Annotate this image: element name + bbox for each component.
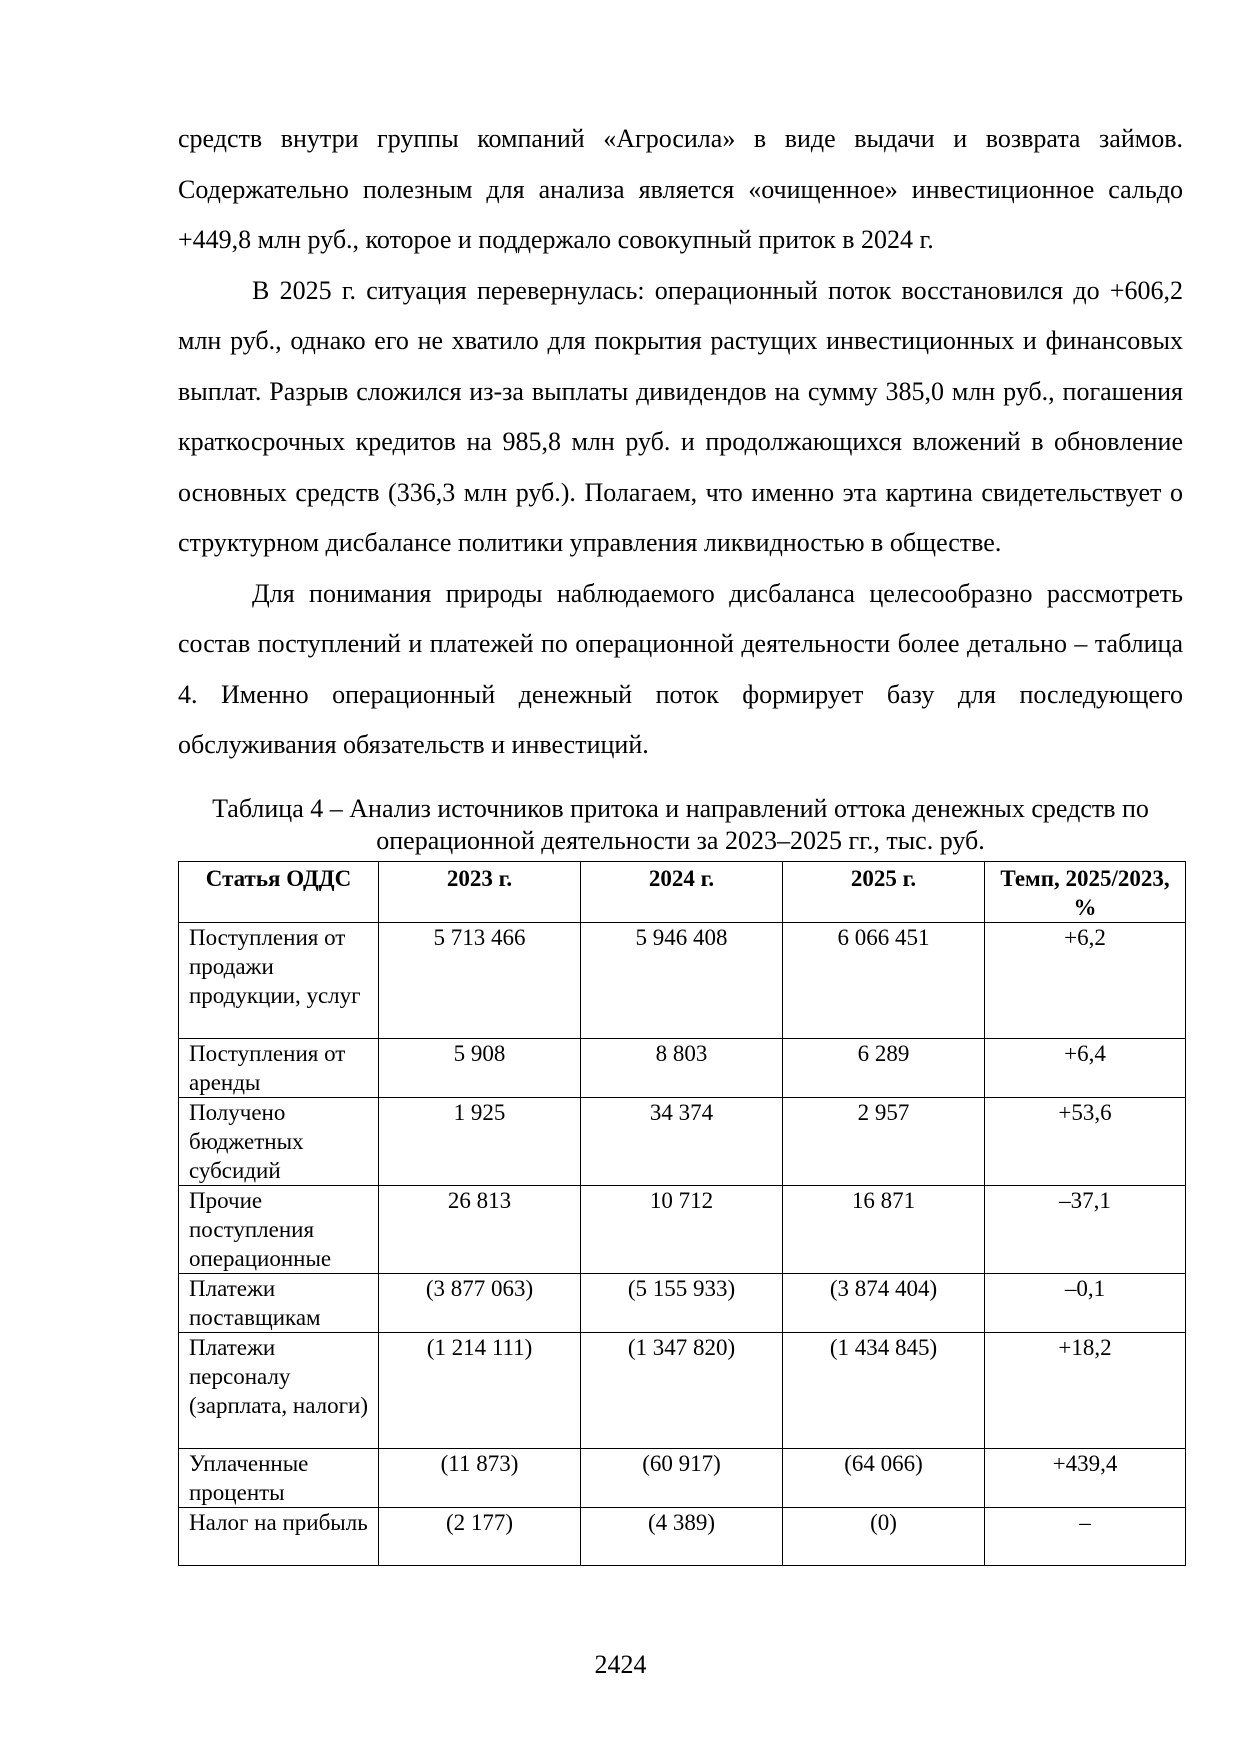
row-label: Налог на прибыль [179, 1507, 379, 1565]
header-year-2024: 2024 г. [581, 861, 783, 922]
paragraph-3: Для понимания природы наблюдаемого дисбаланса целесообразно рассмотреть состав поступлений и платежей по операционной деятельности более детально – таблица 4. Именно операционный денежный поток формирует базу для последующего обслуживания обязательств и инвестиций. [178, 578, 1183, 759]
table-row [179, 1273, 1186, 1332]
cell-2024: (5 155 933) [581, 1273, 783, 1332]
cell-2024: 34 374 [581, 1097, 783, 1185]
page-number: 2424 [594, 1650, 647, 1679]
table-row [179, 1038, 1186, 1097]
cell-2024: (60 917) [581, 1448, 783, 1507]
cell-2024: (1 347 820) [581, 1332, 783, 1448]
cell-2025: 16 871 [783, 1185, 985, 1273]
header-item: Статья ОДДС [179, 861, 379, 922]
cell-2024: 10 712 [581, 1185, 783, 1273]
cell-2025: (3 874 404) [783, 1273, 985, 1332]
row-label: Прочие поступления операционные [179, 1185, 379, 1273]
cell-growth: –0,1 [985, 1273, 1186, 1332]
table-row [179, 1097, 1186, 1185]
cell-growth: +439,4 [985, 1448, 1186, 1507]
header-year-2023: 2023 г. [379, 861, 581, 922]
row-label: Поступления от аренды [179, 1038, 379, 1097]
table-row [179, 1507, 1186, 1565]
table-row [179, 1332, 1186, 1448]
cell-2023: (1 214 111) [379, 1332, 581, 1448]
cell-growth: +6,2 [985, 922, 1186, 1038]
cell-growth: +6,4 [985, 1038, 1186, 1097]
cell-growth: +18,2 [985, 1332, 1186, 1448]
cell-2025: 6 289 [783, 1038, 985, 1097]
row-label: Получено бюджетных субсидий [179, 1097, 379, 1185]
table-caption: Таблица 4 – Анализ источников притока и направлений оттока денежных средств по операционной деятельности за 2023–2025 гг., тыс. руб. [212, 793, 1149, 855]
table-row [179, 1448, 1186, 1507]
cell-2024: 8 803 [581, 1038, 783, 1097]
cell-2025: (64 066) [783, 1448, 985, 1507]
cell-2023: (11 873) [379, 1448, 581, 1507]
cell-2025: 6 066 451 [783, 922, 985, 1038]
cell-2023: (2 177) [379, 1507, 581, 1565]
cell-2024: 5 946 408 [581, 922, 783, 1038]
cash-flow-table [178, 861, 1186, 1566]
cell-2025: 2 957 [783, 1097, 985, 1185]
cell-2025: (0) [783, 1507, 985, 1565]
row-label: Уплаченные проценты [179, 1448, 379, 1507]
header-growth-rate: Темп, 2025/2023, % [985, 861, 1186, 922]
cell-2023: 5 713 466 [379, 922, 581, 1038]
cell-2024: (4 389) [581, 1507, 783, 1565]
cell-growth: –37,1 [985, 1185, 1186, 1273]
row-label: Поступления от продажи продукции, услуг [179, 922, 379, 1038]
cell-2023: 26 813 [379, 1185, 581, 1273]
paragraph-2: В 2025 г. ситуация перевернулась: операционный поток восстановился до +606,2 млн руб., однако его не хватило для покрытия растущих инвестиционных и финансовых выплат. Разрыв сложился из-за выплаты дивидендов на сумму 385,0 млн руб., погашения краткосрочных кредитов на 985,8 млн руб. и продолжающихся вложений в обновление основных средств (336,3 млн руб.). Полагаем, что именно эта картина свидетельствует о структурном дисбалансе политики управления ликвидностью в обществе. [178, 275, 1183, 557]
page-content [178, 114, 1183, 1566]
cell-2023: 5 908 [379, 1038, 581, 1097]
table-header-row [179, 861, 1186, 922]
header-year-2025: 2025 г. [783, 861, 985, 922]
row-label: Платежи поставщикам [179, 1273, 379, 1332]
table-row [179, 922, 1186, 1038]
row-label: Платежи персоналу (зарплата, налоги) [179, 1332, 379, 1448]
cell-2023: (3 877 063) [379, 1273, 581, 1332]
cell-growth: – [985, 1507, 1186, 1565]
cell-2025: (1 434 845) [783, 1332, 985, 1448]
table-row [179, 1185, 1186, 1273]
cell-growth: +53,6 [985, 1097, 1186, 1185]
paragraph-1: средств внутри группы компаний «Агросила» в виде выдачи и возврата займов. Содержательно полезным для анализа является «очищенное» инвестиционное сальдо +449,8 млн руб., которое и поддержало совокупный приток в 2024 г. [178, 124, 1183, 254]
cell-2023: 1 925 [379, 1097, 581, 1185]
